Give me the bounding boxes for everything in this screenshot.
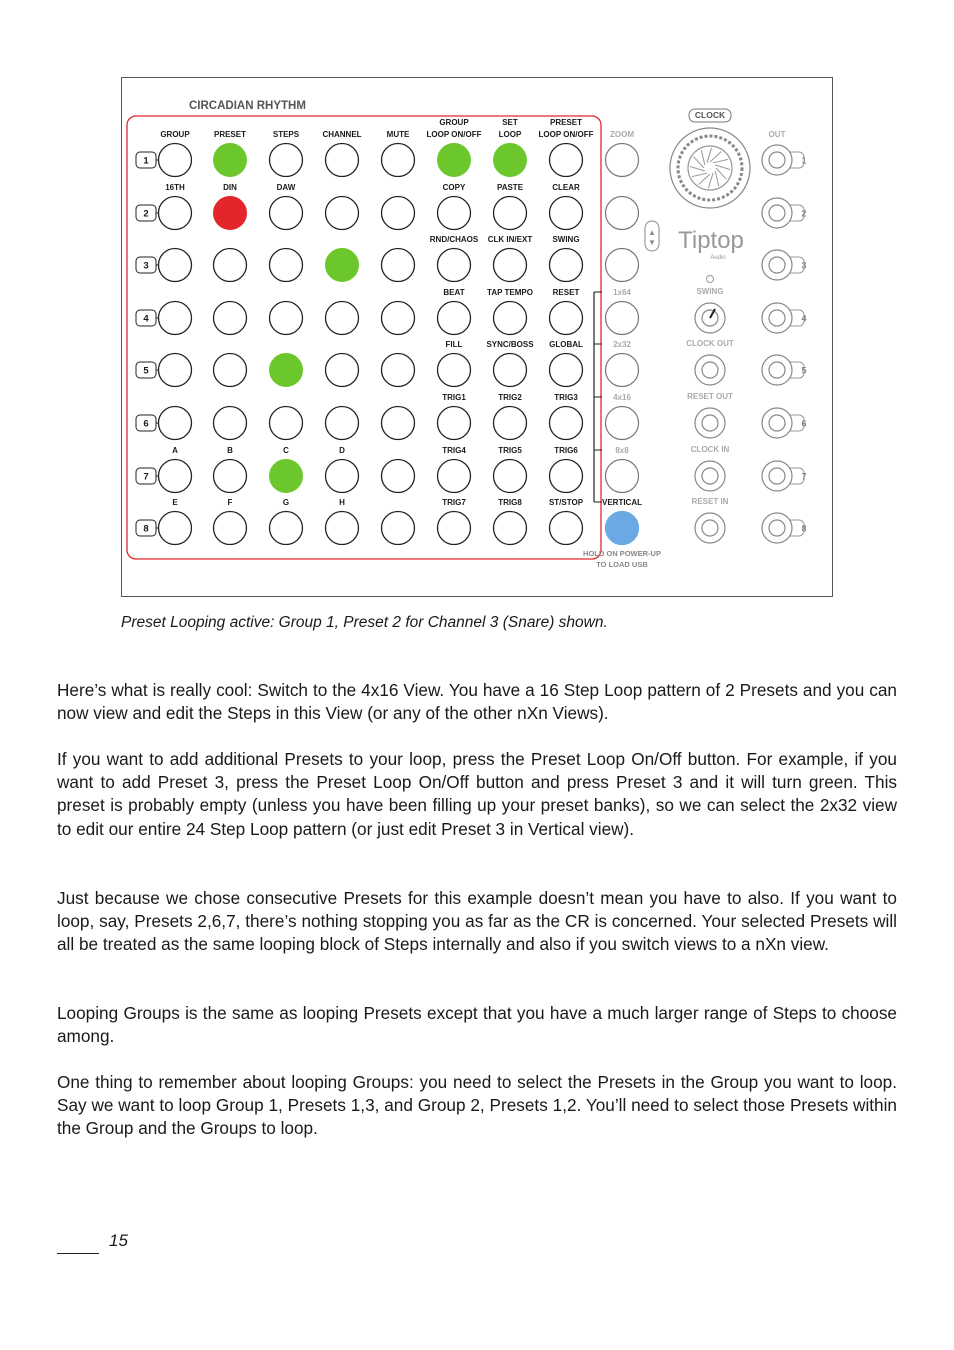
button-label-r8-c1: E bbox=[172, 498, 178, 507]
step-button-r4-c3 bbox=[270, 302, 303, 335]
row-number-8: 8 bbox=[143, 523, 149, 535]
button-label-r7-c1: A bbox=[172, 446, 178, 455]
paragraph-3: Just because we chose consecutive Presets for this example doesn’t mean you have to also. If you want to loop, say, Presets 2,6,7, there’s nothing stopping you as far as the CR is concerned. Your selected Presets will all be treated as the same looping block of Steps internally and also if you switch views to a nXn view. bbox=[57, 888, 897, 955]
top-label-6-1: LOOP bbox=[498, 130, 522, 139]
out-number-5: 5 bbox=[801, 365, 807, 376]
step-button-r6-c5 bbox=[382, 407, 415, 440]
jack-inner-3 bbox=[702, 468, 718, 484]
step-button-r1-c3 bbox=[270, 144, 303, 177]
step-button-r1-c8 bbox=[550, 144, 583, 177]
module-panel-illustration bbox=[121, 77, 833, 597]
out-number-2: 2 bbox=[801, 208, 807, 219]
out-jack-inner-1 bbox=[769, 152, 785, 168]
row-number-7: 7 bbox=[143, 471, 149, 483]
jack-label-0: SWING bbox=[696, 287, 724, 296]
button-label-r7-c7: TRIG5 bbox=[498, 446, 522, 455]
hold-label-0: HOLD ON POWER-UP bbox=[583, 549, 661, 558]
zoom-button-1 bbox=[606, 144, 639, 177]
step-button-r6-c1 bbox=[159, 407, 192, 440]
step-button-r1-c4 bbox=[326, 144, 359, 177]
brand-name: Tiptop bbox=[678, 227, 744, 254]
view-label-1: 2x32 bbox=[613, 340, 631, 349]
button-label-r8-c6: TRIG7 bbox=[442, 498, 466, 507]
button-label-r2-c1: 16TH bbox=[165, 183, 185, 192]
row-number-3: 3 bbox=[143, 260, 149, 272]
jack-inner-1 bbox=[702, 362, 718, 378]
step-button-r8-c2 bbox=[214, 512, 247, 545]
step-button-r7-c7 bbox=[494, 460, 527, 493]
button-label-r2-c2: DIN bbox=[223, 183, 237, 192]
step-button-r7-c6 bbox=[438, 460, 471, 493]
zoom-button-8 bbox=[606, 512, 639, 545]
paragraph-5: One thing to remember about looping Groups: you need to select the Presets in the Group you want to loop. Say we want to loop Group 1, Presets 1,3, and Group 2, Presets 1,2. You’ll need to select those Presets within the Group and the Groups to loop. bbox=[57, 1072, 897, 1139]
zoom-button-7 bbox=[606, 460, 639, 493]
step-button-r6-c7 bbox=[494, 407, 527, 440]
step-button-r8-c3 bbox=[270, 512, 303, 545]
button-label-r2-c7: PASTE bbox=[496, 183, 524, 192]
figure-caption: Preset Looping active: Group 1, Preset 2 for Channel 3 (Snare) shown. bbox=[121, 614, 608, 631]
jack-label-4: RESET IN bbox=[691, 497, 729, 506]
step-button-r3-c4 bbox=[326, 249, 359, 282]
step-button-r5-c8 bbox=[550, 354, 583, 387]
step-button-r6-c8 bbox=[550, 407, 583, 440]
zoom-button-2 bbox=[606, 197, 639, 230]
button-label-r2-c6: COPY bbox=[442, 183, 466, 192]
zoom-button-4 bbox=[606, 302, 639, 335]
step-button-r2-c4 bbox=[326, 197, 359, 230]
step-button-r4-c2 bbox=[214, 302, 247, 335]
jack-label-1: CLOCK OUT bbox=[686, 339, 734, 348]
step-button-r6-c3 bbox=[270, 407, 303, 440]
step-button-r6-c2 bbox=[214, 407, 247, 440]
step-button-r5-c4 bbox=[326, 354, 359, 387]
row-number-5: 5 bbox=[143, 365, 149, 377]
step-button-r3-c2 bbox=[214, 249, 247, 282]
step-button-r4-c6 bbox=[438, 302, 471, 335]
top-label-7-1: LOOP ON/OFF bbox=[538, 130, 594, 139]
step-button-r2-c5 bbox=[382, 197, 415, 230]
button-label-r3-c7: CLK IN/EXT bbox=[487, 235, 533, 244]
row-number-4: 4 bbox=[143, 313, 149, 325]
top-label-6-0: SET bbox=[502, 118, 518, 127]
top-label-2-0: STEPS bbox=[272, 130, 300, 139]
step-button-r6-c4 bbox=[326, 407, 359, 440]
paragraph-2: If you want to add additional Presets to your loop, press the Preset Loop On/Off button. For example, if you want to add Preset 3, press the Preset Loop On/Off button and press Preset 3 and it will turn green. This preset is probably empty (unless you have been filling up your preset banks), so we can select the 2x32 view to edit our entire 24 Step Loop pattern (or just edit Preset 3 in Vertical view). bbox=[57, 749, 897, 839]
button-label-r5-c7: SYNC/BOSS bbox=[486, 340, 534, 349]
page-number: 15 bbox=[109, 1231, 128, 1250]
button-label-r8-c4: H bbox=[339, 498, 345, 507]
hold-label-1: TO LOAD USB bbox=[596, 560, 648, 569]
button-label-r6-c7: TRIG2 bbox=[498, 393, 522, 402]
out-number-7: 7 bbox=[801, 471, 807, 482]
button-label-r7-c2: B bbox=[227, 446, 233, 455]
step-button-r2-c1 bbox=[159, 197, 192, 230]
top-label-7-0: PRESET bbox=[549, 118, 583, 127]
step-button-r3-c3 bbox=[270, 249, 303, 282]
step-button-r7-c8 bbox=[550, 460, 583, 493]
step-button-r8-c6 bbox=[438, 512, 471, 545]
panel-svg bbox=[122, 78, 834, 598]
jack-label-2: RESET OUT bbox=[687, 392, 733, 401]
step-button-r8-c8 bbox=[550, 512, 583, 545]
view-label-2: 4x16 bbox=[613, 393, 631, 402]
button-label-r5-c6: FILL bbox=[445, 340, 463, 349]
button-label-r5-c8: GLOBAL bbox=[549, 340, 583, 349]
paragraph-4: Looping Groups is the same as looping Presets except that you have a much larger range of Steps to choose among. bbox=[57, 1003, 897, 1047]
jack-inner-2 bbox=[702, 415, 718, 431]
button-label-r7-c3: C bbox=[283, 446, 289, 455]
step-button-r4-c5 bbox=[382, 302, 415, 335]
row-number-2: 2 bbox=[143, 208, 149, 220]
top-label-3-0: CHANNEL bbox=[322, 130, 362, 139]
step-button-r1-c2 bbox=[214, 144, 247, 177]
step-button-r1-c7 bbox=[494, 144, 527, 177]
button-label-r3-c8: SWING bbox=[552, 235, 580, 244]
step-button-r4-c1 bbox=[159, 302, 192, 335]
out-number-1: 1 bbox=[801, 155, 807, 166]
out-number-3: 3 bbox=[801, 260, 807, 271]
step-button-r7-c3 bbox=[270, 460, 303, 493]
preset-loop-highlight-frame bbox=[127, 116, 601, 559]
zoom-button-6 bbox=[606, 407, 639, 440]
row-number-1: 1 bbox=[143, 155, 149, 167]
view-label-0: 1x64 bbox=[613, 288, 631, 297]
button-label-r4-c8: RESET bbox=[552, 288, 580, 297]
out-jack-inner-2 bbox=[769, 205, 785, 221]
button-label-r8-c8: ST/STOP bbox=[548, 498, 584, 507]
button-label-r8-c2: F bbox=[227, 498, 233, 507]
step-button-r5-c3 bbox=[270, 354, 303, 387]
step-button-r2-c6 bbox=[438, 197, 471, 230]
top-label-5-1: LOOP ON/OFF bbox=[426, 130, 482, 139]
step-button-r8-c7 bbox=[494, 512, 527, 545]
step-button-r1-c6 bbox=[438, 144, 471, 177]
clock-label: CLOCK bbox=[694, 110, 726, 120]
step-button-r2-c2 bbox=[214, 197, 247, 230]
out-jack-inner-7 bbox=[769, 468, 785, 484]
button-label-r8-c3: G bbox=[282, 498, 290, 507]
step-button-r7-c4 bbox=[326, 460, 359, 493]
button-label-r7-c8: TRIG6 bbox=[554, 446, 578, 455]
arrow-down-icon: ▼ bbox=[648, 238, 656, 247]
step-button-r3-c8 bbox=[550, 249, 583, 282]
button-label-r7-c6: TRIG4 bbox=[442, 446, 466, 455]
out-jack-inner-6 bbox=[769, 415, 785, 431]
out-number-6: 6 bbox=[801, 418, 807, 429]
step-button-r2-c7 bbox=[494, 197, 527, 230]
out-jack-inner-8 bbox=[769, 520, 785, 536]
step-button-r3-c5 bbox=[382, 249, 415, 282]
step-button-r3-c1 bbox=[159, 249, 192, 282]
out-number-8: 8 bbox=[801, 523, 807, 534]
step-button-r5-c7 bbox=[494, 354, 527, 387]
step-button-r1-c1 bbox=[159, 144, 192, 177]
out-jack-inner-3 bbox=[769, 257, 785, 273]
step-button-r1-c5 bbox=[382, 144, 415, 177]
button-label-r4-c6: BEAT bbox=[443, 288, 465, 297]
step-button-r7-c2 bbox=[214, 460, 247, 493]
out-jack-inner-5 bbox=[769, 362, 785, 378]
jack-inner-4 bbox=[702, 520, 718, 536]
step-button-r3-c6 bbox=[438, 249, 471, 282]
top-label-4-0: MUTE bbox=[386, 130, 410, 139]
button-label-r7-c4: D bbox=[339, 446, 345, 455]
button-label-r3-c6: RND/CHAOS bbox=[429, 235, 479, 244]
brand-sub: Audio bbox=[710, 255, 726, 261]
step-button-r5-c5 bbox=[382, 354, 415, 387]
step-button-r6-c6 bbox=[438, 407, 471, 440]
step-button-r7-c5 bbox=[382, 460, 415, 493]
view-label-4: VERTICAL bbox=[602, 498, 642, 507]
step-button-r2-c3 bbox=[270, 197, 303, 230]
button-label-r6-c6: TRIG1 bbox=[442, 393, 466, 402]
paragraph-1: Here’s what is really cool: Switch to the 4x16 View. You have a 16 Step Loop pattern of 2 Presets and you can now view and edit the Steps in this View (or any of the other nXn Views). bbox=[57, 680, 897, 724]
step-button-r2-c8 bbox=[550, 197, 583, 230]
step-button-r3-c7 bbox=[494, 249, 527, 282]
step-button-r8-c5 bbox=[382, 512, 415, 545]
step-button-r8-c4 bbox=[326, 512, 359, 545]
step-button-r8-c1 bbox=[159, 512, 192, 545]
button-label-r2-c8: CLEAR bbox=[552, 183, 580, 192]
top-label-5-0: GROUP bbox=[439, 118, 469, 127]
step-button-r4-c4 bbox=[326, 302, 359, 335]
step-button-r7-c1 bbox=[159, 460, 192, 493]
button-label-r6-c8: TRIG3 bbox=[554, 393, 578, 402]
step-button-r5-c2 bbox=[214, 354, 247, 387]
page-number-rule bbox=[57, 1253, 99, 1254]
top-label-0-0: GROUP bbox=[160, 130, 190, 139]
step-button-r5-c1 bbox=[159, 354, 192, 387]
top-label-1-0: PRESET bbox=[213, 130, 247, 139]
step-button-r4-c7 bbox=[494, 302, 527, 335]
view-label-3: 8x8 bbox=[615, 446, 629, 455]
button-label-r4-c7: TAP TEMPO bbox=[487, 288, 533, 297]
out-label: OUT bbox=[768, 130, 786, 139]
arrow-up-icon: ▲ bbox=[648, 228, 656, 237]
swing-led bbox=[707, 276, 714, 283]
zoom-button-3 bbox=[606, 249, 639, 282]
button-label-r8-c7: TRIG8 bbox=[498, 498, 522, 507]
zoom-button-5 bbox=[606, 354, 639, 387]
jack-label-3: CLOCK IN bbox=[690, 445, 730, 454]
step-button-r4-c8 bbox=[550, 302, 583, 335]
out-number-4: 4 bbox=[801, 313, 807, 324]
zoom-label: ZOOM bbox=[610, 130, 634, 139]
button-label-r2-c3: DAW bbox=[276, 183, 296, 192]
panel-title: CIRCADIAN RHYTHM bbox=[189, 100, 306, 112]
out-jack-inner-4 bbox=[769, 310, 785, 326]
row-number-6: 6 bbox=[143, 418, 149, 430]
step-button-r5-c6 bbox=[438, 354, 471, 387]
